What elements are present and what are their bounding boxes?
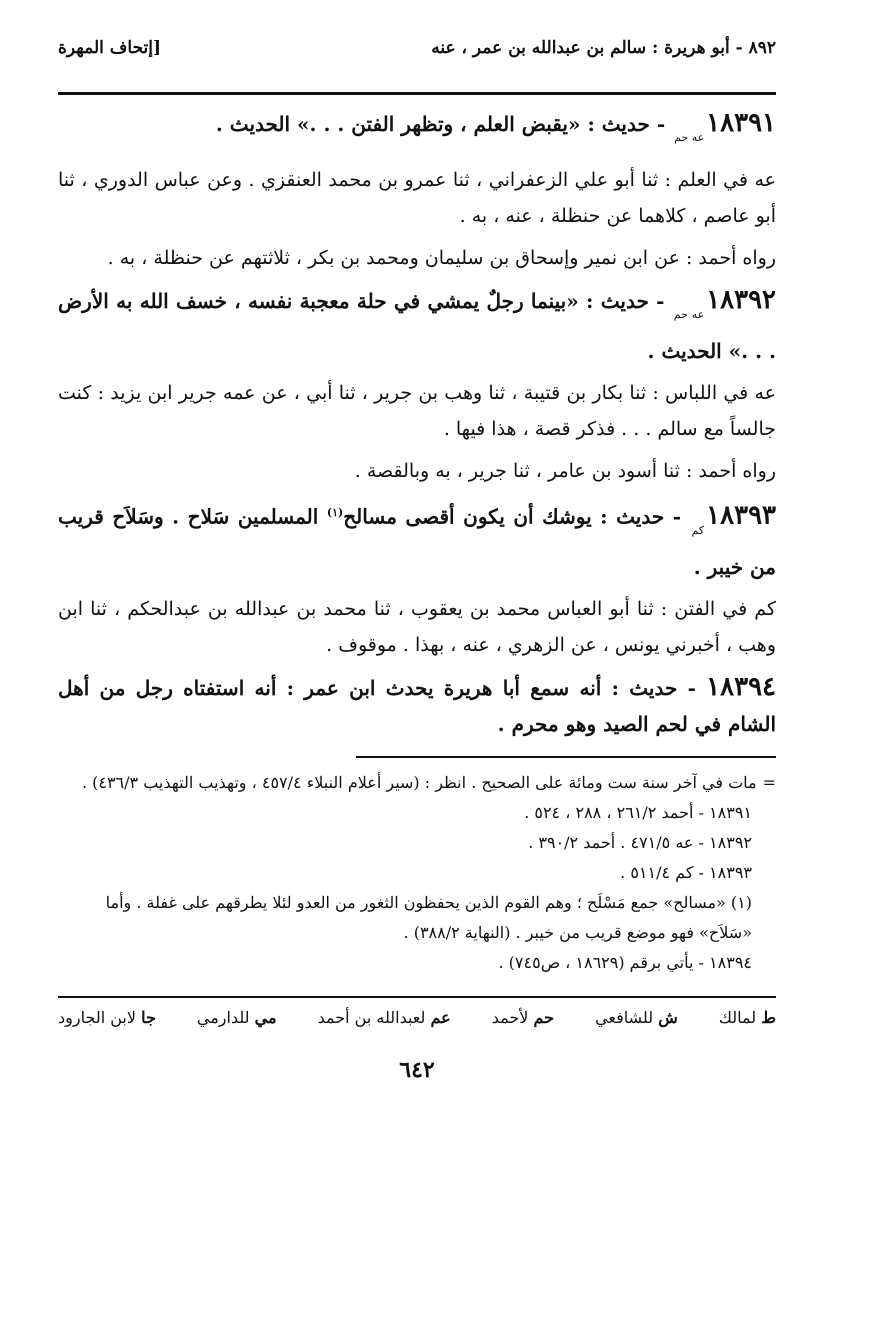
hadith-number: ١٨٣٩٤	[706, 671, 776, 702]
hadith-heading	[58, 669, 776, 742]
header-rule	[58, 92, 776, 95]
footnote-reference-line: ١٨٣٩١ - أحمد ٢٦١/٢ ، ٢٨٨ ، ٥٢٤ .	[524, 802, 752, 822]
main-text	[58, 105, 776, 742]
isnad-paragraph: رواه أحمد : ثنا أسود بن عامر ، ثنا جرير ، به وبالقصة .	[354, 460, 776, 482]
header-chapter: ٨٩٢ - أبو هريرة : سالم بن عبدالله بن عمر ، عنه	[431, 38, 776, 58]
source-sigla: عه حم	[673, 308, 705, 321]
source-sigla: عه حم	[674, 131, 705, 144]
abbreviation-item: ط لمالك	[718, 1007, 776, 1027]
footnote-reference-line: ١٨٣٩٤ - يأتي برقم (١٨٦٢٩ ، ص٧٤٥) .	[498, 952, 752, 972]
abbreviation-item: جا لابن الجارود	[58, 1007, 156, 1027]
book-page	[58, 38, 776, 1083]
hadith-title-continued: المسلمين سَلاح . وسَلاَح قريب من خيبر .	[58, 504, 776, 579]
continuation-mark: =	[762, 772, 776, 792]
abbreviations-key	[58, 1008, 776, 1027]
footnote-note: (١) «مسالح» جمع مَسْلَح ؛ وهم القوم الذين يحفظون الثغور من العدو لئلا يطرقهم على غفلة . وأما «سَلاَح» فهو موضع قريب من خيبر . (النهاية ٣٨٨/٢) .	[105, 892, 752, 942]
abbreviation-item: عم لعبدالله بن أحمد	[317, 1007, 451, 1027]
isnad-paragraph: رواه أحمد : عن ابن نمير وإسحاق بن سليمان ومحمد بن بكر ، ثلاثتهم عن حنظلة ، به .	[107, 247, 776, 269]
source-sigla: كم	[691, 523, 705, 537]
hadith-title: - حديث : «بينما رجلٌ يمشي في حلة معجبة نفسه ، خسف الله به الأرض . . .» الحديث .	[58, 289, 776, 363]
abbreviation-item: حم لأحمد	[491, 1007, 555, 1027]
isnad-paragraph: كم في الفتن : ثنا أبو العباس محمد بن يعقوب ، ثنا محمد بن عبدالله بن عبدالحكم ، ثنا ابن وهب ، أخبرني يونس ، عن الزهري ، عنه ، بهذا . موقوف .	[58, 597, 776, 656]
page-number: ٦٤٢	[399, 1056, 435, 1083]
abbreviations-rule	[58, 996, 776, 998]
hadith-heading	[58, 495, 776, 585]
abbreviation-item: مي للدارمي	[196, 1007, 277, 1027]
hadith-number: ١٨٣٩١	[706, 108, 776, 138]
isnad-paragraph: عه في اللباس : ثنا بكار بن قتيبة ، ثنا وهب بن جرير ، ثنا أبي ، عن عمه جرير ابن يزيد : كنت جالساً مع سالم . . . فذكر قصة ، هذا فيها .	[58, 382, 776, 440]
isnad-paragraph: عه في العلم : ثنا أبو علي الزعفراني ، ثنا عمرو بن محمد العنقزي . وعن عباس الدوري ، ثنا أبو عاصم ، كلاهما عن حنظلة ، عنه ، به .	[58, 169, 776, 227]
header-book-title: [إتحاف المهرة	[58, 38, 162, 58]
footnote-reference-line: ١٨٣٩٢ - عه ٤٧١/٥ . أحمد ٣٩٠/٢ .	[528, 832, 752, 852]
hadith-title: - حديث : «يقبض العلم ، وتظهر الفتن . . .» الحديث .	[215, 112, 666, 136]
abbreviation-item: ش للشافعي	[595, 1007, 678, 1027]
hadith-number: ١٨٣٩٢	[706, 285, 777, 315]
hadith-number: ١٨٣٩٣	[706, 500, 776, 531]
footnotes	[58, 768, 776, 978]
hadith-heading	[58, 282, 776, 369]
footnote-continuation-text: مات في آخر سنة ست ومائة على الصحيح . انظر : (سير أعلام النبلاء ٤٥٧/٤ ، وتهذيب التهذيب ٤٣٦/٣) .	[81, 772, 757, 792]
footnote-continuation	[58, 768, 776, 798]
footnote-reference[interactable]: (١)	[326, 506, 344, 519]
hadith-title: - حديث : أنه سمع أبا هريرة يحدث ابن عمر : أنه استفتاه رجل من أهل الشام في لحم الصيد وهو محرم .	[58, 675, 776, 736]
running-header	[58, 38, 776, 78]
footnote-rule	[356, 756, 776, 758]
footnote-reference-line: ١٨٣٩٣ - كم ٥١١/٤ .	[620, 862, 752, 882]
hadith-title: - حديث : يوشك أن يكون أقصى مسالح	[343, 504, 682, 529]
hadith-heading	[58, 105, 776, 156]
